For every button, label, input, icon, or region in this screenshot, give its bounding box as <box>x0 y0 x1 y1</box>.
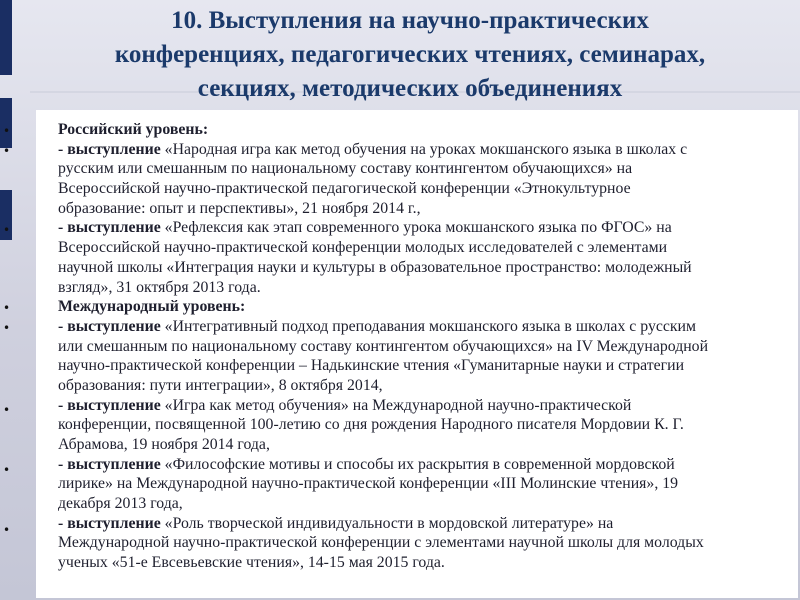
bullet-icon: • <box>3 321 11 335</box>
item-text: образования: пути интеграции», 8 октября 2014, <box>58 376 383 394</box>
item-text: Всероссийской научно-практической конференции молодых исследователей с элементами <box>58 239 668 257</box>
bullet-icon: • <box>3 403 11 417</box>
item-text: научной школы «Интеграция науки и культуры в образовательное пространство: молодежный <box>58 258 692 276</box>
list-item <box>58 218 798 297</box>
item-text: «Рефлексия как этап современного урока мокшанского языка по ФГОС» на <box>160 219 672 237</box>
item-text: образование: опыт и перспективы», 21 ноября 2014 г., <box>58 199 421 217</box>
item-text: «Роль творческой индивидуальности в мордовской литературе» на <box>160 514 614 532</box>
bullet-icon: • <box>3 144 11 158</box>
item-text: «Философские мотивы и способы их раскрытия в современной мордовской <box>160 455 675 473</box>
list-item <box>58 317 798 396</box>
list-item <box>58 396 798 455</box>
slide-title <box>20 4 800 106</box>
item-text: взгляд», 31 октября 2013 года. <box>58 278 261 296</box>
item-text: лирике» на Международной научно-практической конференции «III Молинские чтения», 19 <box>58 475 679 493</box>
item-label: - выступление <box>58 219 161 237</box>
item-text: или смешанным по национальному составу контингентом обучающихся» на IV Международной <box>58 337 709 355</box>
bullet-icon: • <box>3 301 11 315</box>
bullet-icon: • <box>3 124 11 138</box>
item-text: «Интегративный подход преподавания мокшанского языка в школах с русским <box>160 317 696 335</box>
item-text: «Игра как метод обучения» на Международной научно-практической <box>160 396 632 414</box>
decorative-bar <box>0 0 12 75</box>
section-heading: Международный уровень: <box>58 298 246 316</box>
item-label: - выступление <box>58 455 161 473</box>
content-text <box>58 120 798 573</box>
item-text: русским или смешанным по национальному составу контингентом обучающихся» на <box>58 160 633 178</box>
list-item <box>58 140 798 219</box>
title-line: конференциях, педагогических чтениях, семинарах, <box>114 41 706 68</box>
item-text: конференции, посвященной 100-летию со дня рождения Народного писателя Мордовии К. Г. <box>58 416 684 434</box>
title-line: 10. Выступления на научно-практических <box>171 7 649 34</box>
item-text: Абрамова, 19 ноября 2014 года, <box>58 436 270 453</box>
item-text: ученых «51-е Евсевьевские чтения», 14-15 мая 2015 года. <box>58 554 445 572</box>
item-label: - выступление <box>58 140 161 158</box>
item-text: декабря 2013 года, <box>58 495 183 513</box>
bullet-icon: • <box>3 223 11 237</box>
bullet-icon: • <box>3 463 11 477</box>
bullet-icon: • <box>3 523 11 537</box>
item-text: «Народная игра как метод обучения на уроках мокшанского языка в школах с <box>160 140 688 158</box>
decorative-bar <box>0 98 12 148</box>
title-line: секциях, методических объединениях <box>197 75 623 102</box>
item-label: - выступление <box>58 317 161 335</box>
section-heading: Российский уровень: <box>58 121 209 138</box>
item-text: Всероссийской научно-практической педагогической конференции «Этнокультурное <box>58 180 631 198</box>
item-text: Международной научно-практической конференции с элементами научной школы для молодых <box>58 534 704 552</box>
item-label: - выступление <box>58 514 161 532</box>
list-item <box>58 455 798 514</box>
item-text: научно-практической конференции – Надькинские чтения «Гуманитарные науки и стратегии <box>58 357 685 375</box>
list-item <box>58 514 798 573</box>
item-label: - выступление <box>58 396 161 414</box>
